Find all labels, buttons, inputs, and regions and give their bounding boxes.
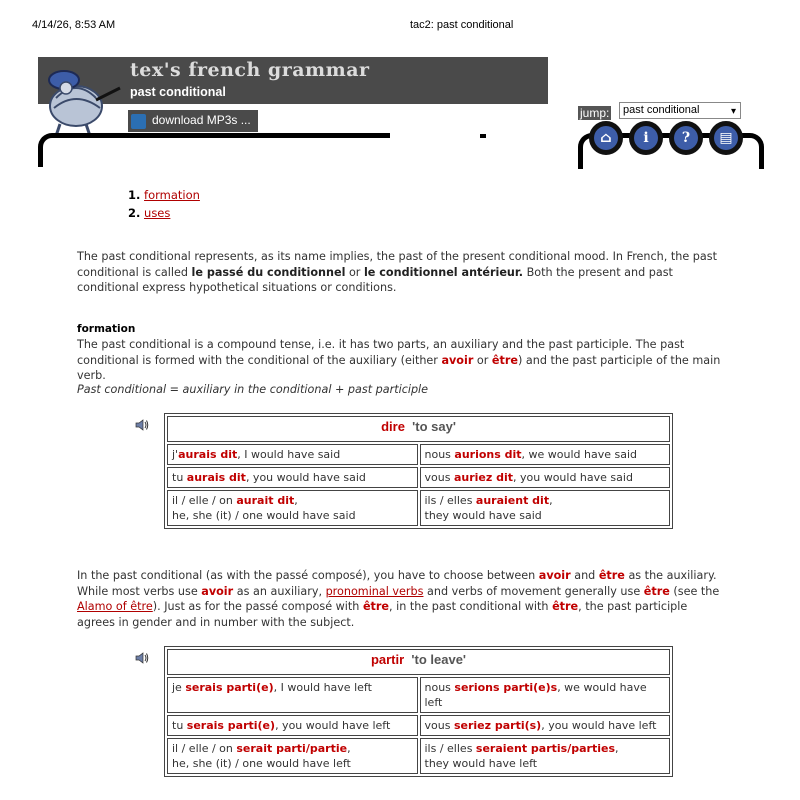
download-mp3s-label: download MP3s ... [152,113,251,127]
table-title: partir 'to leave' [167,649,670,675]
speaker-icon[interactable] [135,651,149,665]
conjugation-table-dire [164,413,673,529]
table-cell: nous aurions dit, we would have said [420,444,671,465]
print-title: tac2: past conditional [410,19,514,31]
table-title: dire 'to say' [167,416,670,442]
table-cell: tu aurais dit, you would have said [167,467,418,488]
speaker-icon[interactable] [135,418,149,432]
rss-icon [131,114,146,129]
table-cell: ils / elles seraient partis/parties, they would have left [420,738,671,774]
home-icon[interactable]: ⌂ [589,121,623,155]
nav-icon-bar [589,121,745,155]
conjugation-table-partir [164,646,673,777]
table-cell: je serais parti(e), I would have left [167,677,418,713]
print-header [0,19,800,33]
formula-text: Past conditional = auxiliary in the conditional + past participle [77,383,429,396]
table-cell: vous seriez parti(s), you would have left [420,715,671,736]
info-icon[interactable]: i [629,121,663,155]
section-heading-formation: formation [77,323,136,335]
site-title[interactable]: tex's french grammar [130,59,370,81]
toc-link-uses[interactable]: uses [144,206,171,220]
formation-paragraph: The past conditional is a compound tense, i.e. it has two parts, an auxiliary and the past participle. The past conditional is formed with the conditional of the auxiliary (either avoir or être) and the past participle of the main verb. [77,338,721,382]
print-date: 4/14/26, 8:53 AM [32,19,116,31]
header-frame-left [38,133,390,167]
table-cell: j'aurais dit, I would have said [167,444,418,465]
alamo-of-etre-link[interactable]: Alamo of être [77,600,153,613]
intro-paragraph: The past conditional represents, as its name implies, the past of the present conditional mood. In French, the past conditional is called le passé du conditionnel or le conditionnel antérieur. Both the present and past conditional express hypothetical situations or conditions. [77,250,717,294]
table-cell: vous auriez dit, you would have said [420,467,671,488]
chevron-down-icon: ▾ [730,106,736,117]
jump-select[interactable] [619,102,741,119]
armadillo-mascot-logo [36,58,122,138]
table-cell: il / elle / on aurait dit, he, she (it) / one would have said [167,490,418,526]
table-of-contents [128,186,200,222]
table-cell: il / elle / on serait parti/partie, he, she (it) / one would have left [167,738,418,774]
page-icon[interactable]: ▤ [709,121,743,155]
toc-item-formation: 1. formation [128,188,200,202]
page-subtitle: past conditional [130,85,226,99]
table-cell: nous serions parti(e)s, we would have left [420,677,671,713]
help-icon[interactable]: ? [669,121,703,155]
header-frame-divider [480,134,486,138]
auxiliary-paragraph: In the past conditional (as with the passé composé), you have to choose between avoir and être as the auxiliary. While most verbs use avoir as an auxiliary, pronominal verbs and verbs of movement generally use être (see the Alamo of être). Just as for the passé composé with être, in the past conditional with être, the past participle agrees in gender and in number with the subject. [77,569,720,629]
pronominal-verbs-link[interactable]: pronominal verbs [325,584,424,598]
toc-item-uses: 2. uses [128,206,171,220]
table-cell: ils / elles auraient dit, they would have said [420,490,671,526]
table-cell: tu serais parti(e), you would have left [167,715,418,736]
jump-select-value: past conditional [623,104,700,116]
jump-label: jump: [580,106,610,120]
download-mp3s-button[interactable] [128,110,258,132]
toc-link-formation[interactable]: formation [144,188,200,202]
